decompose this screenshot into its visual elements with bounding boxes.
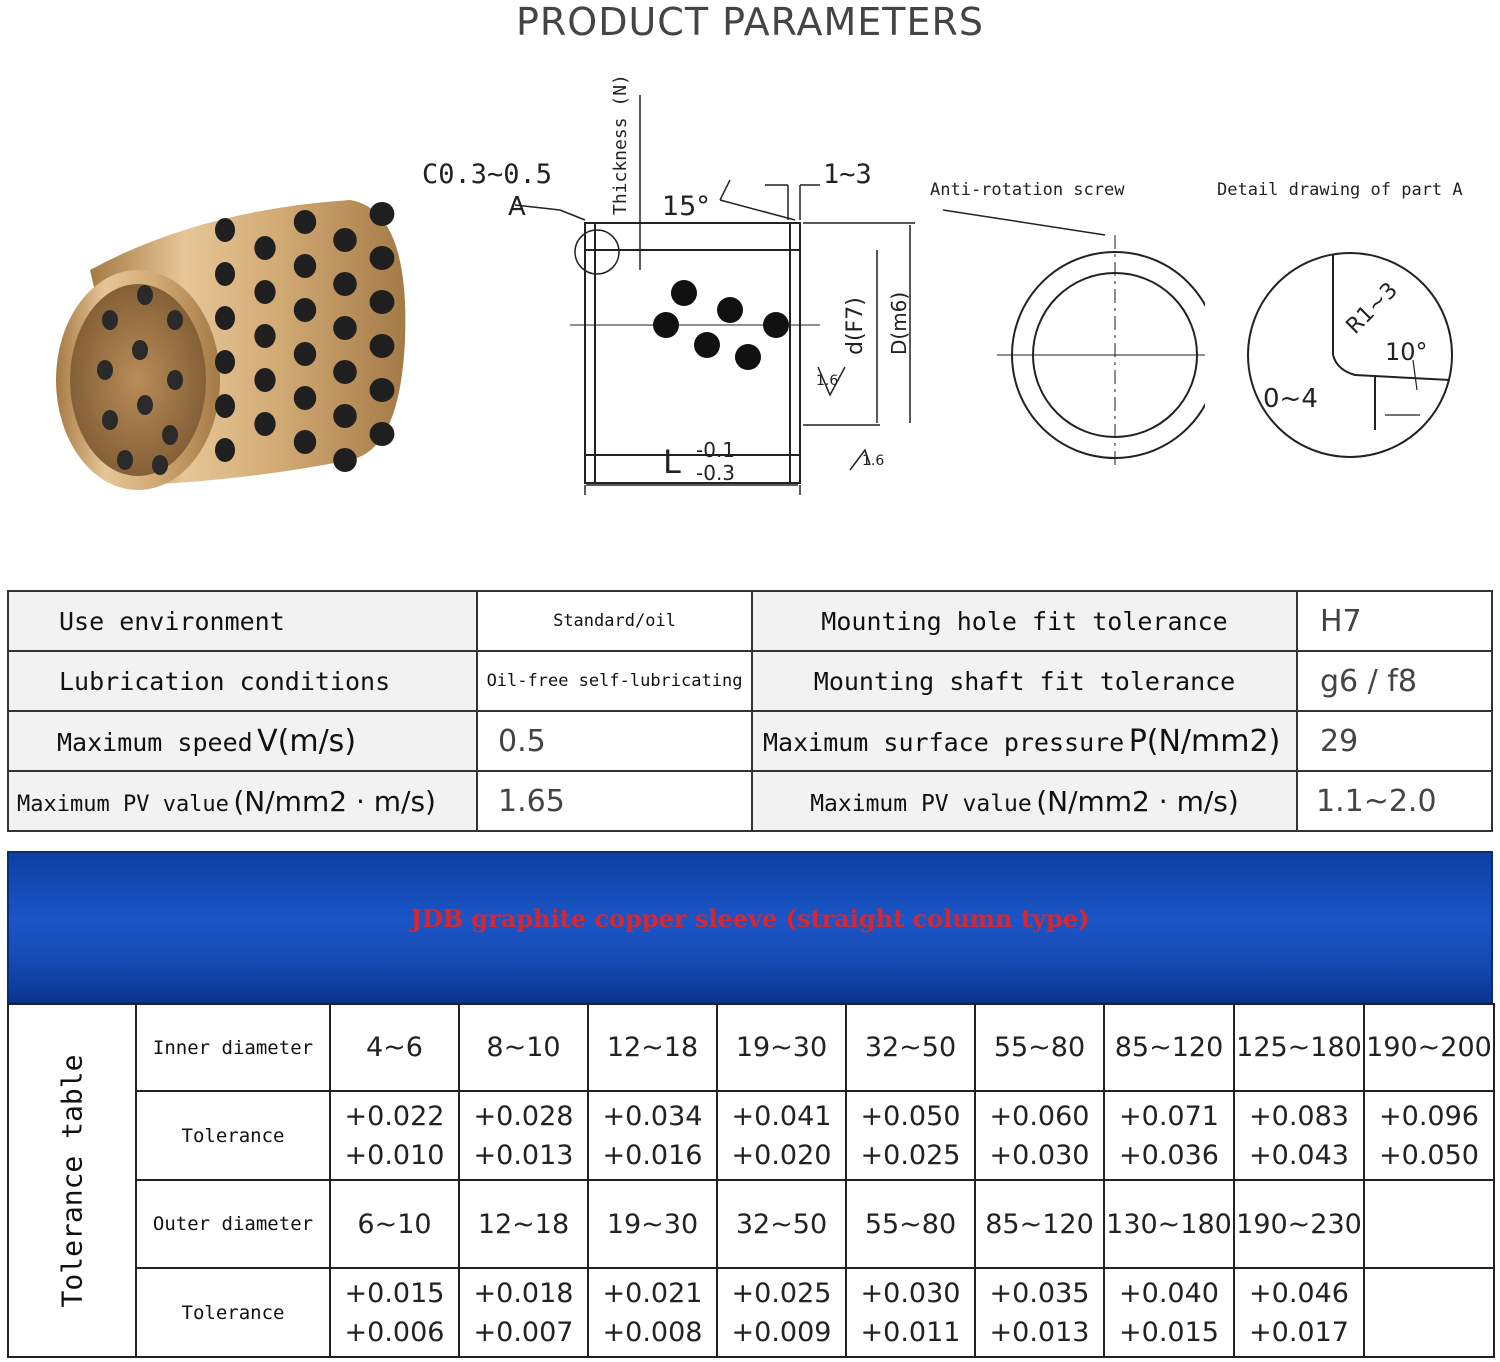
lubrication-value-cell	[477, 651, 752, 711]
graphite-plug	[215, 394, 235, 418]
graphite-plug	[215, 350, 235, 374]
tolerance-upper: +0.025	[731, 1277, 832, 1309]
length-tol-upper: -0.1	[696, 438, 736, 462]
graphite-plug	[370, 334, 395, 358]
max-pv2-unit: (N/mm2 · m/s)	[1036, 784, 1239, 818]
mounting-shaft-label: Mounting shaft fit tolerance	[813, 666, 1236, 696]
mounting-shaft-value: g6 / f8	[1320, 663, 1417, 699]
tolerance-lower: +0.013	[473, 1139, 574, 1171]
angle-15-label: 15°	[662, 191, 710, 222]
outer-tolerance-cell	[975, 1268, 1104, 1357]
use-environment-label-cell	[8, 591, 477, 651]
outer-tolerance-cell	[459, 1268, 588, 1357]
inner-diameter-cell: 85~120	[1104, 1004, 1234, 1091]
graphite-plug	[333, 404, 357, 428]
tolerance-upper: +0.022	[344, 1100, 445, 1132]
tolerance-upper: +0.030	[860, 1277, 961, 1309]
tolerance-upper: +0.035	[989, 1277, 1090, 1309]
graphite-plug	[97, 360, 113, 380]
graphite-plug	[254, 236, 275, 260]
use-environment-value: Standard/oil	[553, 611, 676, 631]
outer-diameter-cell: 19~30	[588, 1180, 717, 1268]
graphite-plug	[137, 395, 153, 415]
inner-diameter-cell: 32~50	[846, 1004, 975, 1091]
graphite-plug	[117, 450, 133, 470]
inner-tolerance-row	[8, 1091, 1494, 1180]
graphite-plug	[102, 310, 118, 330]
inner-tolerance-cell	[588, 1091, 717, 1180]
max-pressure-unit: P(N/mm2)	[1128, 723, 1281, 759]
outer-tolerance-cell	[588, 1268, 717, 1357]
graphite-plug	[294, 210, 316, 234]
mounting-shaft-label-cell	[752, 651, 1297, 711]
inner-tolerance-cell	[846, 1091, 975, 1180]
outer-tolerance-cell	[1104, 1268, 1234, 1357]
tolerance-lower: +0.009	[731, 1316, 832, 1348]
tolerance-upper: +0.050	[860, 1100, 961, 1132]
max-speed-label: Maximum speed	[57, 727, 253, 757]
inner-diameter-label: d(F7)	[843, 297, 868, 355]
detail-angle-label: 10°	[1385, 338, 1428, 366]
graphite-plug	[215, 306, 235, 330]
table-row	[8, 711, 1492, 771]
tolerance-lower: +0.020	[731, 1139, 832, 1171]
lubrication-value: Oil-free self-lubricating	[486, 671, 743, 691]
outer-tolerance-label-cell	[136, 1268, 330, 1357]
graphite-plug	[254, 280, 275, 304]
max-pv-label: Maximum PV value	[17, 791, 229, 817]
inner-tolerance-cell	[330, 1091, 459, 1180]
tolerance-lower: +0.043	[1249, 1139, 1349, 1171]
table-row	[8, 591, 1492, 651]
outer-diameter-cell: 32~50	[717, 1180, 846, 1268]
graphite-plug	[215, 438, 235, 462]
inner-diameter-cell: 190~200	[1364, 1004, 1494, 1091]
inner-diameter-cell: 8~10	[459, 1004, 588, 1091]
graphite-plug	[294, 254, 316, 278]
max-pressure-label: Maximum surface pressure	[763, 727, 1125, 757]
max-pv2-label: Maximum PV value	[810, 790, 1032, 817]
graphite-plug	[215, 262, 235, 286]
max-pv2-label-cell	[752, 771, 1297, 831]
graphite-plug	[370, 202, 395, 226]
inner-diameter-label-cell	[136, 1004, 330, 1091]
use-environment-label: Use environment	[59, 606, 285, 636]
graphite-plug	[370, 246, 395, 270]
inner-tolerance-cell	[1104, 1091, 1234, 1180]
product-banner	[7, 851, 1493, 1004]
inner-tolerance-cell	[459, 1091, 588, 1180]
graphite-plug	[333, 448, 357, 472]
mounting-hole-value-cell	[1297, 591, 1492, 651]
inner-tolerance-cell	[1234, 1091, 1364, 1180]
graphite-plug	[294, 342, 316, 366]
tolerance-lower: +0.015	[1119, 1316, 1219, 1348]
inner-tolerance-cell	[717, 1091, 846, 1180]
tolerance-lower: +0.007	[473, 1316, 574, 1348]
outer-tolerance-cell	[1234, 1268, 1364, 1357]
graphite-plug	[294, 386, 316, 410]
tolerance-upper: +0.046	[1249, 1277, 1349, 1309]
tolerance-lower: +0.030	[989, 1139, 1090, 1171]
inner-diameter-cell: 125~180	[1234, 1004, 1364, 1091]
tolerance-table-label: Tolerance table	[55, 1054, 89, 1307]
outer-diameter-cell: 190~230	[1234, 1180, 1364, 1268]
tolerance-lower: +0.036	[1119, 1139, 1219, 1171]
table-row	[8, 651, 1492, 711]
graphite-plug	[333, 228, 357, 252]
detail-radius-label: R1~3	[1341, 277, 1403, 340]
roughness-label: 1.6	[816, 373, 839, 389]
inner-tolerance-label-cell	[136, 1091, 330, 1180]
max-pressure-value-cell	[1297, 711, 1492, 771]
max-speed-unit: V(m/s)	[257, 723, 357, 759]
max-pv-label-cell	[8, 771, 477, 831]
tolerance-upper: +0.071	[1119, 1100, 1219, 1132]
detail-drawing-part-a	[1205, 175, 1500, 475]
table-row	[8, 771, 1492, 831]
graphite-plug	[137, 285, 153, 305]
banner-title: JDB graphite copper sleeve (straight column type)	[410, 904, 1090, 933]
tolerance-lower: +0.016	[602, 1139, 703, 1171]
lubrication-label: Lubrication conditions	[59, 666, 391, 696]
outer-diameter-cell	[1364, 1180, 1494, 1268]
outer-diameter-label-cell	[136, 1180, 330, 1268]
graphite-plug	[294, 298, 316, 322]
tolerance-lower: +0.008	[602, 1316, 703, 1348]
max-pv-value-cell	[477, 771, 752, 831]
outer-tolerance-row	[8, 1268, 1494, 1357]
tolerance-upper: +0.015	[344, 1277, 445, 1309]
tolerance-lower: +0.006	[344, 1316, 445, 1348]
graphite-plug	[152, 455, 168, 475]
max-speed-value: 0.5	[498, 723, 546, 759]
outer-diameter-cell: 6~10	[330, 1180, 459, 1268]
mounting-shaft-value-cell	[1297, 651, 1492, 711]
tolerance-table	[7, 1003, 1495, 1358]
length-tol-lower: -0.3	[696, 461, 736, 485]
inner-diameter-label: Inner diameter	[152, 1036, 314, 1059]
max-pv2-value: 1.1~2.0	[1316, 783, 1437, 819]
end-view-drawing	[925, 175, 1205, 475]
tolerance-upper: +0.041	[731, 1100, 832, 1132]
outer-diameter-label: D(m6)	[887, 291, 911, 355]
graphite-plug	[132, 340, 148, 360]
chamfer-label: C0.3~0.5	[422, 159, 553, 190]
outer-tolerance-label: Tolerance	[181, 1301, 285, 1324]
tolerance-lower: +0.010	[344, 1139, 445, 1171]
graphite-plug	[333, 316, 357, 340]
tolerance-upper: +0.040	[1119, 1277, 1219, 1309]
roughness-outer-label: 1.6	[862, 453, 885, 469]
max-speed-label-cell	[8, 711, 477, 771]
mounting-hole-label: Mounting hole fit tolerance	[821, 606, 1228, 636]
detail-range-label: 0~4	[1263, 384, 1318, 414]
graphite-plug	[162, 425, 178, 445]
inner-diameter-cell: 19~30	[717, 1004, 846, 1091]
graphite-plug	[167, 310, 183, 330]
page-title: PRODUCT PARAMETERS	[515, 0, 984, 44]
max-speed-value-cell	[477, 711, 752, 771]
inner-diameter-cell: 4~6	[330, 1004, 459, 1091]
outer-diameter-cell: 85~120	[975, 1180, 1104, 1268]
graphite-plug	[333, 272, 357, 296]
tolerance-upper: +0.060	[989, 1100, 1090, 1132]
graphite-plug	[254, 324, 275, 348]
graphite-plug	[333, 360, 357, 384]
bronze-bushing-illustration	[50, 190, 410, 490]
detail-title: Detail drawing of part A	[1217, 180, 1463, 200]
tolerance-upper: +0.018	[473, 1277, 574, 1309]
tolerance-upper: +0.096	[1379, 1100, 1479, 1132]
tolerance-lower: +0.025	[860, 1139, 961, 1171]
max-pv2-value-cell	[1297, 771, 1492, 831]
outer-diameter-cell: 12~18	[459, 1180, 588, 1268]
thickness-label: Thickness (N)	[610, 74, 631, 215]
tolerance-upper: +0.083	[1249, 1100, 1349, 1132]
tolerance-upper: +0.034	[602, 1100, 703, 1132]
max-pv-value: 1.65	[498, 783, 565, 819]
inner-diameter-row	[8, 1004, 1494, 1091]
outer-tolerance-cell	[717, 1268, 846, 1357]
inner-diameter-cell: 12~18	[588, 1004, 717, 1091]
tolerance-table-side-cell	[8, 1004, 136, 1357]
tolerance-lower: +0.011	[860, 1316, 961, 1348]
tolerance-lower: +0.050	[1379, 1139, 1479, 1171]
max-pressure-label-cell	[752, 711, 1297, 771]
outer-tolerance-cell	[1364, 1268, 1494, 1357]
outer-diameter-row	[8, 1180, 1494, 1268]
inner-tolerance-cell	[975, 1091, 1104, 1180]
graphite-plug	[370, 290, 395, 314]
parameter-table	[7, 590, 1493, 832]
outer-diameter-cell: 55~80	[846, 1180, 975, 1268]
graphite-plug	[254, 412, 275, 436]
use-environment-value-cell	[477, 591, 752, 651]
graphite-plug	[102, 410, 118, 430]
graphite-plug	[294, 430, 316, 454]
max-pv-unit: (N/mm2 · m/s)	[233, 784, 436, 818]
tolerance-upper: +0.028	[473, 1100, 574, 1132]
outer-diameter-label: Outer diameter	[152, 1213, 314, 1235]
max-pressure-value: 29	[1320, 723, 1359, 759]
inner-diameter-cell: 55~80	[975, 1004, 1104, 1091]
lubrication-label-cell	[8, 651, 477, 711]
mounting-hole-label-cell	[752, 591, 1297, 651]
outer-tolerance-cell	[330, 1268, 459, 1357]
side-view-drawing	[400, 55, 940, 505]
graphite-plug	[254, 368, 275, 392]
graphite-plug	[370, 422, 395, 446]
width-range-label: 1~3	[823, 159, 872, 190]
inner-tolerance-cell	[1364, 1091, 1494, 1180]
anti-rotation-label: Anti-rotation screw	[930, 180, 1125, 200]
part-a-label: A	[508, 192, 526, 222]
tolerance-upper: +0.021	[602, 1277, 703, 1309]
outer-tolerance-cell	[846, 1268, 975, 1357]
graphite-plug	[167, 370, 183, 390]
length-label: L	[663, 443, 681, 481]
outer-diameter-cell: 130~180	[1104, 1180, 1234, 1268]
tolerance-lower: +0.017	[1249, 1316, 1349, 1348]
tolerance-lower: +0.013	[989, 1316, 1090, 1348]
graphite-plug	[215, 218, 235, 242]
mounting-hole-value: H7	[1320, 603, 1362, 639]
graphite-plug	[370, 378, 395, 402]
inner-tolerance-label: Tolerance	[181, 1124, 285, 1147]
